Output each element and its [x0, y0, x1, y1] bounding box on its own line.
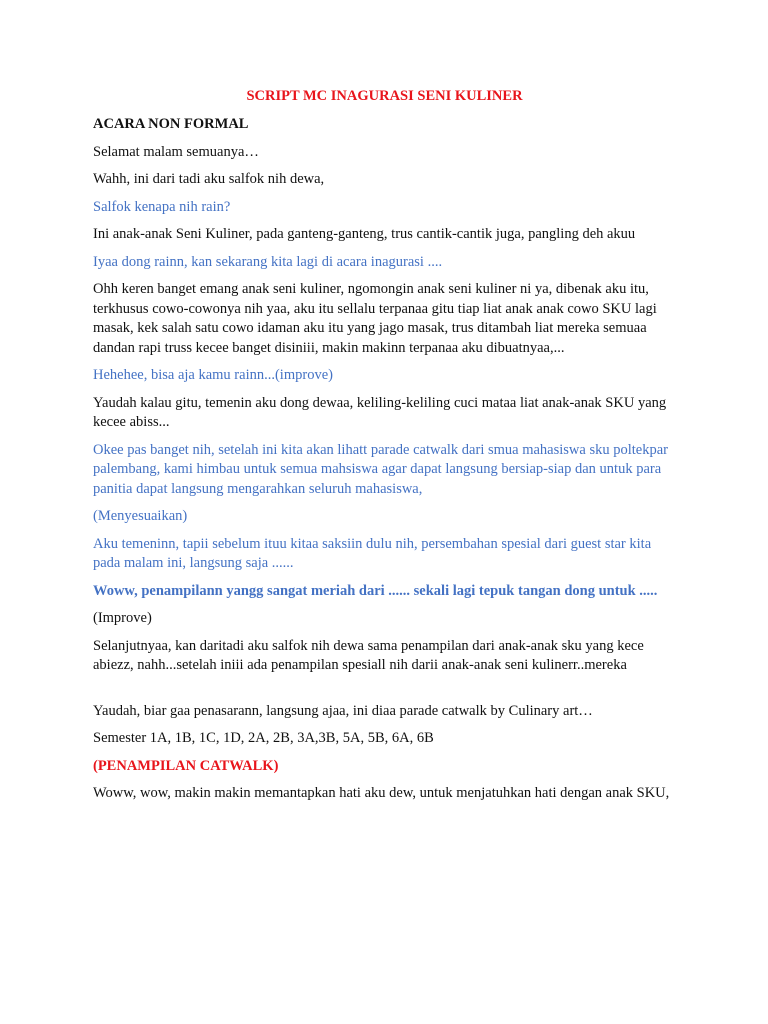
catwalk-heading: (PENAMPILAN CATWALK)	[93, 757, 279, 774]
dialogue-line-bold: Woww, penampilann yangg sangat meriah dari ...... sekali lagi tepuk tangan dong untuk .....	[93, 582, 658, 599]
paragraph: Yaudah, biar gaa penasarann, langsung ajaa, ini diaa parade catwalk by Culinary art…	[93, 702, 593, 719]
stage-direction: (Menyesuaikan)	[93, 508, 188, 524]
section-heading: ACARA NON FORMAL	[93, 116, 249, 132]
paragraph: Selanjutnyaa, kan daritadi aku salfok nih dewa sama penampilan dari anak-anak sku yang kece abiezz, nahh...setelah iniii ada penampilan spesiall nih darii anak-anak seni kulinerr..mereka	[93, 637, 644, 673]
document-title: SCRIPT MC INAGURASI SENI KULINER	[246, 88, 523, 104]
dialogue-line: Iyaa dong rainn, kan sekarang kita lagi di acara inagurasi ....	[93, 253, 443, 270]
stage-direction: (Improve)	[93, 610, 152, 626]
paragraph: Selamat malam semuanya…	[93, 143, 259, 160]
paragraph: Yaudah kalau gitu, temenin aku dong dewaa, keliling-keliling cuci mataa liat anak-anak SKU yang kecee abiss...	[93, 394, 667, 430]
dialogue-line: Okee pas banget nih, setelah ini kita akan lihatt parade catwalk dari smua mahasiswa sku poltekpar palembang, kami himbau untuk semua mahsiswa agar dapat langsung bersiap-siap dan untuk para panitia dapat langsung mengarahkan seluruh mahasiswa,	[93, 441, 668, 497]
paragraph: Woww, wow, makin makin memantapkan hati aku dew, untuk menjatuhkan hati dengan anak SKU,	[93, 785, 670, 801]
paragraph: Ini anak-anak Seni Kuliner, pada ganteng-ganteng, trus cantik-cantik juga, pangling deh akuu	[93, 226, 636, 242]
dialogue-line: Aku temeninn, tapii sebelum ituu kitaa saksiin dulu nih, persembahan spesial dari guest star kita pada malam ini, langsung saja ......	[93, 535, 652, 571]
paragraph: Wahh, ini dari tadi aku salfok nih dewa,	[93, 171, 325, 187]
semester-list: Semester 1A, 1B, 1C, 1D, 2A, 2B, 3A,3B, 5A, 5B, 6A, 6B	[93, 730, 434, 746]
dialogue-line: Hehehee, bisa aja kamu rainn...(improve)	[93, 367, 333, 383]
dialogue-line: Salfok kenapa nih rain?	[93, 198, 231, 215]
blank-line	[93, 684, 676, 702]
paragraph: Ohh keren banget emang anak seni kuliner, ngomongin anak seni kuliner ni ya, dibenak aku itu, terkhusus cowo-cowonya nih yaa, aku itu sellalu terpanaa gitu tiap liat anak anak cowo SKU lagi masak, kek salah satu cowo idaman aku itu yang jago masak, trus ditambah liat mereka semuaa dandan rapi truss kecee banget disiniii, makin makinn terpanaa aku dibuatnyaa,...	[93, 281, 657, 356]
